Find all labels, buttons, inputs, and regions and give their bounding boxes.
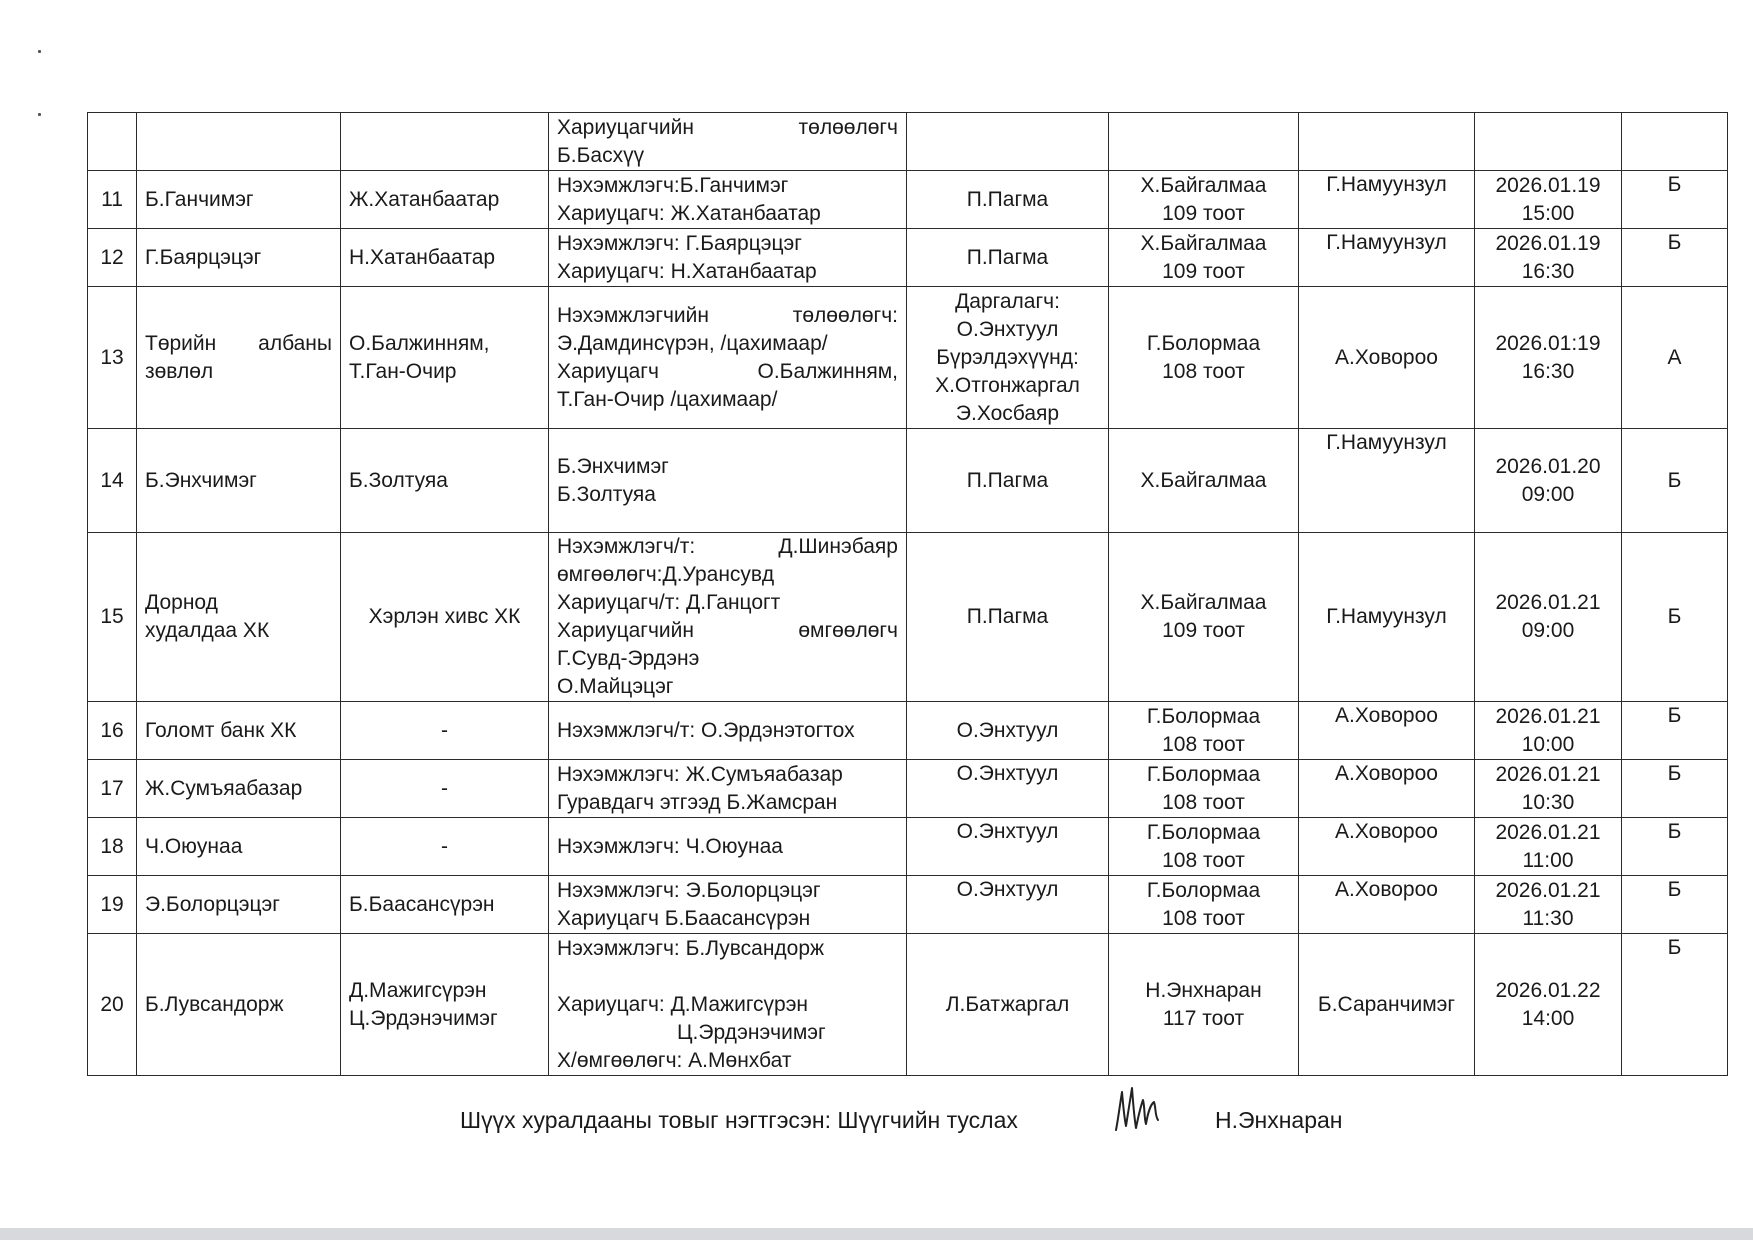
secretary-name: Х.Байгалмаа	[1140, 231, 1267, 255]
footer-compiled-by: Шүүх хуралдааны товыг нэгтгэсэн: Шүүгчийн туслах	[460, 1107, 1018, 1133]
hall-cell: Б	[1622, 171, 1728, 229]
participant-line: Нэхэмжлэгч: Б.Лувсандорж	[557, 936, 825, 960]
defendant-cell: Б.Золтуяа	[341, 429, 549, 533]
datetime-cell	[1475, 171, 1622, 229]
plaintiff-cell: Ч.Оюунаа	[137, 818, 341, 876]
plaintiff-line: худалдаа ХК	[145, 619, 270, 642]
secretary-name: Х.Байгалмаа	[1140, 591, 1267, 614]
secretary-name: Г.Болормаа	[1146, 762, 1261, 786]
table-row	[88, 818, 1728, 876]
judge-line: Э.Хосбаяр	[955, 401, 1060, 425]
participant-line: Х/өмгөөлөгч: А.Мөнхбат	[557, 1048, 792, 1072]
hearing-schedule-table	[87, 112, 1728, 1076]
hearing-date: 2026.01.21	[1495, 704, 1601, 728]
secretary-name: Г.Болормаа	[1146, 878, 1261, 902]
participant-line: Хариуцагчийн өмгөөлөгч	[557, 619, 898, 642]
participant-line: Хариуцагчийн төлөөлөгч	[557, 115, 898, 139]
participants-cell	[549, 760, 907, 818]
secretary-room: 108 тоот	[1162, 848, 1245, 872]
participant-line: Нэхэмжлэгч: Э.Болорцэцэг	[557, 878, 821, 902]
hall-cell: Б	[1622, 429, 1728, 533]
participant-line: Э.Дамдинсүрэн, /цахимаар/	[557, 331, 828, 355]
hearing-date: 2026.01.22	[1495, 978, 1601, 1002]
row-number	[88, 113, 137, 171]
secretary-room: 109 тоот	[1162, 201, 1245, 225]
plaintiff-cell: Б.Лувсандорж	[137, 934, 341, 1076]
row-number: 17	[88, 760, 137, 818]
defendant-cell	[341, 287, 549, 429]
defendant-line: Т.Ган-Очир	[349, 359, 457, 383]
defendant-cell: Ж.Хатанбаатар	[341, 171, 549, 229]
scan-speck	[38, 113, 41, 116]
row-number: 11	[88, 171, 137, 229]
defendant-cell: -	[341, 760, 549, 818]
participants-cell	[549, 229, 907, 287]
secretary-cell	[1109, 287, 1299, 429]
participant-line: Хариуцагч/т: Д.Ганцогт	[557, 591, 781, 614]
judge-cell: О.Энхтуул	[907, 760, 1109, 818]
datetime-cell	[1475, 760, 1622, 818]
hall-cell: Б	[1622, 934, 1728, 1076]
participants-cell	[549, 429, 907, 533]
participant-line: Нэхэмжлэгчийн төлөөлөгч:	[557, 303, 898, 327]
scan-bottom-edge	[0, 1228, 1753, 1240]
judge-cell: П.Пагма	[907, 171, 1109, 229]
hearing-time: 09:00	[1521, 482, 1575, 506]
datetime-cell	[1475, 876, 1622, 934]
plaintiff-cell: Г.Баярцэцэг	[137, 229, 341, 287]
participant-line: Нэхэмжлэгч:Б.Ганчимэг	[557, 173, 789, 197]
hearing-time: 15:00	[1521, 201, 1575, 225]
plaintiff-cell: Б.Ганчимэг	[137, 171, 341, 229]
plaintiff-cell	[137, 533, 341, 702]
participant-line: Б.Энхчимэг	[557, 454, 669, 478]
footer-assistant-name: Н.Энхнаран	[1215, 1107, 1343, 1133]
secretary-room: 108 тоот	[1162, 732, 1245, 756]
datetime-cell	[1475, 702, 1622, 760]
secretary-name: Г.Болормаа	[1146, 331, 1261, 355]
row-number: 13	[88, 287, 137, 429]
hearing-date: 2026.01.21	[1495, 820, 1601, 844]
plaintiff-cell: Төрийн албаны зөвлөл	[137, 287, 341, 429]
participant-line: Нэхэмжлэгч: Г.Баярцэцэг	[557, 231, 802, 255]
datetime-cell	[1475, 934, 1622, 1076]
secretary-room: 108 тоот	[1162, 790, 1245, 814]
defendant-cell: -	[341, 818, 549, 876]
defendant-cell	[341, 113, 549, 171]
participant-line: Ц.Эрдэнэчимэг	[677, 1020, 826, 1044]
row-number: 14	[88, 429, 137, 533]
table-row	[88, 229, 1728, 287]
hearing-date: 2026.01.19	[1495, 231, 1601, 255]
secretary-name: Н.Энхнаран	[1145, 978, 1262, 1002]
hearing-time: 09:00	[1521, 619, 1575, 642]
datetime-cell	[1475, 818, 1622, 876]
participants-cell	[549, 934, 907, 1076]
secretary-cell	[1109, 876, 1299, 934]
hall-cell: Б	[1622, 702, 1728, 760]
handwritten-signature	[1110, 1082, 1170, 1137]
participant-spacer	[557, 963, 898, 991]
assistant-cell: А.Ховороо	[1299, 760, 1475, 818]
secretary-cell	[1109, 113, 1299, 171]
judge-cell: П.Пагма	[907, 429, 1109, 533]
row-number: 18	[88, 818, 137, 876]
secretary-cell	[1109, 229, 1299, 287]
secretary-cell	[1109, 934, 1299, 1076]
hall-cell: А	[1622, 287, 1728, 429]
judge-line: Х.Отгонжаргал	[935, 373, 1080, 397]
row-number: 19	[88, 876, 137, 934]
secretary-name: Г.Болормаа	[1146, 820, 1261, 844]
row-number: 16	[88, 702, 137, 760]
datetime-cell	[1475, 429, 1622, 533]
judge-cell: О.Энхтуул	[907, 818, 1109, 876]
datetime-cell	[1475, 533, 1622, 702]
datetime-cell	[1475, 113, 1622, 171]
defendant-line: Д.Мажигсүрэн	[349, 978, 487, 1002]
participant-line: Хариуцагч: Н.Хатанбаатар	[557, 259, 817, 283]
plaintiff-line: Дорнод	[145, 591, 218, 614]
hearing-date: 2026.01:19	[1495, 331, 1601, 355]
table-row	[88, 429, 1728, 533]
judge-cell	[907, 113, 1109, 171]
judge-line: Бүрэлдэхүүнд:	[936, 345, 1079, 369]
row-number: 20	[88, 934, 137, 1076]
assistant-cell: А.Ховороо	[1299, 876, 1475, 934]
plaintiff-cell: Голомт банк ХК	[137, 702, 341, 760]
defendant-line: О.Балжинням,	[349, 331, 490, 355]
secretary-name: Г.Болормаа	[1146, 704, 1261, 728]
plaintiff-cell: Ж.Сумъяабазар	[137, 760, 341, 818]
hearing-time: 10:30	[1521, 790, 1575, 814]
secretary-cell	[1109, 702, 1299, 760]
secretary-cell	[1109, 760, 1299, 818]
assistant-cell	[1299, 113, 1475, 171]
hearing-time: 14:00	[1521, 1006, 1575, 1030]
assistant-cell: Г.Намуунзул	[1299, 171, 1475, 229]
judge-cell: О.Энхтуул	[907, 876, 1109, 934]
assistant-cell: А.Ховороо	[1299, 818, 1475, 876]
secretary-room: 108 тоот	[1162, 359, 1245, 383]
plaintiff-cell: Б.Энхчимэг	[137, 429, 341, 533]
participant-line: Г.Сувд-Эрдэнэ	[557, 647, 700, 670]
defendant-cell	[341, 934, 549, 1076]
hearing-time: 16:30	[1521, 259, 1575, 283]
datetime-cell	[1475, 287, 1622, 429]
participant-line: Хариуцагч Б.Баасансүрэн	[557, 906, 811, 930]
defendant-cell: -	[341, 702, 549, 760]
judge-cell: О.Энхтуул	[907, 702, 1109, 760]
participant-line: Б.Басхүү	[557, 143, 645, 167]
hall-cell: Б	[1622, 818, 1728, 876]
table-row	[88, 702, 1728, 760]
plaintiff-cell	[137, 113, 341, 171]
secretary-cell: Х.Байгалмаа	[1109, 429, 1299, 533]
hall-cell: Б	[1622, 760, 1728, 818]
secretary-name: Х.Байгалмаа	[1140, 173, 1267, 197]
assistant-cell: Г.Намуунзул	[1299, 533, 1475, 702]
datetime-cell	[1475, 229, 1622, 287]
participant-line: Хариуцагч: Ж.Хатанбаатар	[557, 201, 821, 225]
plaintiff-cell: Э.Болорцэцэг	[137, 876, 341, 934]
participant-line: Гуравдагч этгээд Б.Жамсран	[557, 790, 838, 814]
judge-cell	[907, 287, 1109, 429]
table-row	[88, 287, 1728, 429]
secretary-room: 108 тоот	[1162, 906, 1245, 930]
secretary-room: 109 тоот	[1162, 259, 1245, 283]
table-row	[88, 171, 1728, 229]
participant-line: өмгөөлөгч:Д.Урансувд	[557, 563, 775, 586]
hearing-date: 2026.01.19	[1495, 173, 1601, 197]
participant-line: Хариуцагч: Д.Мажигсүрэн	[557, 992, 809, 1016]
table-row	[88, 934, 1728, 1076]
assistant-cell: А.Ховороо	[1299, 702, 1475, 760]
participants-cell: Нэхэмжлэгч/т: О.Эрдэнэтогтох	[549, 702, 907, 760]
secretary-room: 117 тоот	[1162, 1006, 1245, 1030]
hearing-time: 11:00	[1522, 848, 1574, 872]
participants-cell: Нэхэмжлэгч: Ч.Оюунаа	[549, 818, 907, 876]
hall-cell	[1622, 113, 1728, 171]
participants-cell	[549, 287, 907, 429]
hall-cell: Б	[1622, 876, 1728, 934]
table-row	[88, 113, 1728, 171]
judge-cell: Л.Батжаргал	[907, 934, 1109, 1076]
hearing-date: 2026.01.21	[1495, 762, 1601, 786]
assistant-cell: Г.Намуунзул	[1299, 229, 1475, 287]
participant-line: Нэхэмжлэгч: Ж.Сумъяабазар	[557, 762, 843, 786]
secretary-cell	[1109, 171, 1299, 229]
judge-line: О.Энхтуул	[956, 317, 1059, 341]
hall-cell: Б	[1622, 533, 1728, 702]
hearing-time: 10:00	[1521, 732, 1575, 756]
hearing-date: 2026.01.20	[1495, 454, 1601, 478]
participants-cell	[549, 113, 907, 171]
scan-speck	[38, 50, 41, 53]
row-number: 12	[88, 229, 137, 287]
row-number: 15	[88, 533, 137, 702]
hearing-time: 16:30	[1521, 359, 1575, 383]
judge-cell: П.Пагма	[907, 533, 1109, 702]
defendant-cell: Б.Баасансүрэн	[341, 876, 549, 934]
hearing-date: 2026.01.21	[1495, 591, 1601, 614]
participant-line: О.Майцэцэг	[557, 675, 674, 698]
assistant-cell: Б.Саранчимэг	[1299, 934, 1475, 1076]
participant-line: Хариуцагч О.Балжинням,	[557, 359, 898, 383]
assistant-cell: Г.Намуунзул	[1299, 429, 1475, 533]
hall-cell: Б	[1622, 229, 1728, 287]
participants-cell	[549, 533, 907, 702]
assistant-cell: А.Ховороо	[1299, 287, 1475, 429]
participant-line: Б.Золтуяа	[557, 482, 656, 506]
hearing-time: 11:30	[1522, 906, 1574, 930]
judge-cell: П.Пагма	[907, 229, 1109, 287]
secretary-cell	[1109, 533, 1299, 702]
participant-line: Нэхэмжлэгч/т: Д.Шинэбаяр	[557, 535, 898, 558]
participant-line: Т.Ган-Очир /цахимаар/	[557, 387, 778, 411]
hearing-date: 2026.01.21	[1495, 878, 1601, 902]
table-row	[88, 533, 1728, 702]
table-row	[88, 760, 1728, 818]
table-row	[88, 876, 1728, 934]
participants-cell	[549, 876, 907, 934]
secretary-room: 109 тоот	[1162, 619, 1245, 642]
defendant-line: Ц.Эрдэнэчимэг	[349, 1006, 498, 1030]
defendant-cell: Хэрлэн хивс ХК	[341, 533, 549, 702]
judge-line: Даргалагч:	[955, 289, 1060, 313]
secretary-cell	[1109, 818, 1299, 876]
defendant-cell: Н.Хатанбаатар	[341, 229, 549, 287]
participants-cell	[549, 171, 907, 229]
